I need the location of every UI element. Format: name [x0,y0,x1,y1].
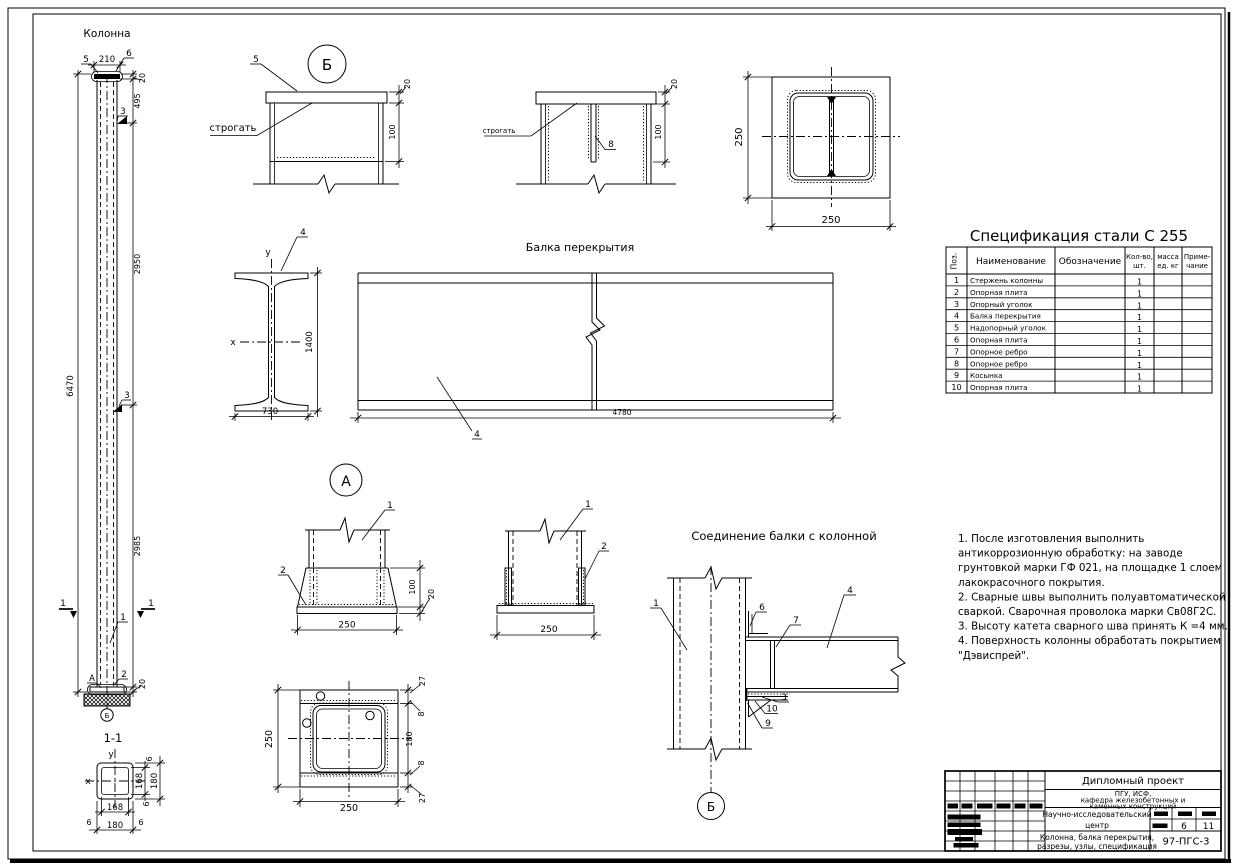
plan-bottom-dim-180: 180 [405,731,414,747]
ibeam-label-4: 4 [300,228,306,238]
dim-210: 210 [98,55,116,65]
spec-header-mass-1: масса [1157,253,1179,261]
detail-a-right-label-1: 1 [585,500,591,510]
spec-table [946,227,1212,394]
svg-text:6: 6 [953,335,960,345]
spec-header-pos: Поз. [949,252,959,270]
note-line: 3. Высоту катета сварного шва принять К =4 мм. [958,620,1228,633]
spec-header-name: Наименование [976,257,1046,267]
note-line: 4. Поверхность колонны обработать покрытием [958,635,1221,648]
connection-label-6: 6 [759,603,765,613]
svg-text:1: 1 [953,276,960,285]
section-title: 1-1 [103,731,123,745]
plan-top-dim-left: 250 [734,127,745,147]
section-mark-right: 1 [148,599,154,609]
spec-header-designation: Обозначение [1058,257,1122,267]
detail-b-bubble: Б [321,56,333,74]
detail-b [210,45,412,193]
ibeam-axis-y: y [265,248,271,258]
svg-text:7: 7 [953,347,960,357]
plan-top-dim-bottom: 250 [821,215,841,226]
connection-label-1: 1 [653,599,659,609]
svg-text:Опорное ребро: Опорное ребро [970,347,1028,357]
svg-text:8: 8 [953,359,960,369]
spec-row [954,359,1142,370]
note-line: грунтовкой марки ГФ 021, на площадке 1 слоем [958,562,1223,575]
spec-row [954,324,1142,335]
dim-180-bottom: 180 [106,821,124,831]
detail-b-dim-20: 20 [403,78,412,90]
label-2: 2 [121,670,127,680]
svg-text:Надопорный уголок: Надопорный уголок [970,323,1046,333]
ibeam-dim-height: 1400 [305,331,315,353]
title-block-sheets-total: 11 [1202,822,1215,832]
svg-text:1: 1 [1136,277,1143,287]
spec-row [954,312,1142,323]
plan-bottom-dim-27b: 27 [418,792,427,804]
svg-text:5: 5 [953,323,960,333]
svg-text:1: 1 [1136,384,1143,394]
detail-a-left-dim-100: 100 [408,579,417,595]
spec-header-mass-2: ед. кг [1157,262,1179,270]
title-block-doc-1: Колонна, балка перекрытия, [1039,833,1155,842]
dim-2985: 2985 [133,535,142,557]
connection-label-9: 9 [765,719,771,729]
detail-a-left-dim-250: 250 [338,620,356,631]
label-5: 5 [83,55,89,65]
svg-text:1: 1 [1136,313,1143,323]
spec-row [954,336,1142,347]
detail-a-left-dim-20: 20 [427,588,436,600]
label-a: А [89,674,95,684]
plan-bottom-dim-8a: 8 [417,711,426,717]
plan-bottom-dim-27a: 27 [418,675,427,687]
spec-row [954,371,1142,382]
svg-text:Стержень колонны: Стержень колонны [970,276,1044,285]
title-block-doc-2: разрезы, узлы, спецификация [1037,842,1157,851]
plan-top [734,67,900,231]
section-mark-left: 1 [60,599,66,609]
beam-title: Балка перекрытия [525,241,635,254]
connection-label-10: 10 [766,704,778,715]
spec-row [954,300,1142,311]
detail-a-right-dim-250: 250 [540,625,558,635]
detail-b-plane-note: строгать [209,123,257,134]
dim-20-bot: 20 [138,678,147,690]
dim-6-bl: 6 [86,818,92,827]
svg-text:1: 1 [1136,372,1143,382]
title-block-project: Дипломный проект [1081,776,1185,787]
dim-2950: 2950 [133,253,142,275]
note-line: "Дэвиспрей". [958,649,1030,662]
svg-text:1: 1 [1136,325,1143,335]
axis-y-label: y [108,750,114,760]
column-axis-bubble: Б [104,712,110,720]
spec-header-qty-2: шт. [1133,262,1146,270]
notes-block [958,533,1228,662]
dim-168-bottom: 168 [106,803,124,813]
dim-180-right: 180 [150,772,160,790]
svg-text:1: 1 [1136,337,1143,346]
column-elevation [59,28,155,721]
connection-label-4: 4 [847,586,853,596]
title-block-sheet-num: 6 [1181,822,1187,832]
section-1-1 [85,731,165,834]
detail-a-bubble: А [341,474,351,490]
detail-rib-dim-20: 20 [670,78,679,90]
note-line: 2. Сварные швы выполнить полуавтоматической [958,591,1226,604]
connection-title: Соединение балки с колонной [691,529,877,543]
detail-a-left-label-1: 1 [387,501,393,511]
dim-6-rt: 6 [145,756,154,762]
spec-row [954,288,1142,299]
spec-row [954,276,1142,287]
plan-bottom [264,676,427,814]
svg-text:1: 1 [1136,348,1143,358]
connection-bubble: Б [706,800,716,814]
note-line: антикоррозионную обработку: на заводе [958,547,1183,560]
svg-text:10: 10 [951,383,962,393]
dim-495: 495 [133,93,142,109]
plan-bottom-dim-left: 250 [264,729,275,749]
detail-rib-dim-100: 100 [654,124,663,140]
detail-b-label-5: 5 [253,55,259,65]
detail-a-right-label-2: 2 [601,542,607,552]
spec-header-qty-1: Кол-во, [1126,253,1153,261]
detail-rib-label-8: 8 [608,140,614,150]
note-line: лакокрасочного покрытия. [958,576,1105,589]
svg-text:Опорная плита: Опорная плита [970,287,1028,297]
note-line: сваркой. Сварочная проволока марки Св08Г2С. [958,606,1217,618]
title-block-center-2: центр [1085,821,1109,830]
plan-bottom-dim-8b: 8 [417,760,426,766]
label-1: 1 [120,613,126,623]
svg-text:Балка перекрытия: Балка перекрытия [970,311,1041,321]
beam-label-4: 4 [474,430,480,440]
ibeam-section [229,228,322,421]
dim-6470: 6470 [66,375,76,397]
detail-rib-plane-note: строгать [482,127,516,135]
detail-a-left-label-2: 2 [280,566,286,576]
detail-rib [483,79,679,193]
title-block-center-1: Научно-исследовательский [1042,810,1152,819]
beam-elevation [350,241,841,440]
spec-header-note-2: чание [1186,262,1208,270]
dim-6-rb: 6 [142,801,151,807]
label-3-mid: 3 [124,391,130,401]
svg-text:Опорный уголок: Опорный уголок [970,299,1033,309]
column-title: Колонна [83,28,131,40]
note-line: 1. После изготовления выполнить [958,533,1145,545]
svg-text:4: 4 [953,311,960,321]
sheet-frame [8,8,1231,861]
ibeam-axis-x: x [230,338,236,348]
dim-20-top: 20 [138,72,147,84]
title-block-org-2: кафедра железобетонных и [1080,796,1186,805]
title-block-doc-code: 97-ПГС-3 [1162,836,1210,848]
spec-row [954,347,1142,358]
axis-x-label: x [85,777,91,787]
ibeam-dim-width: 730 [261,407,279,417]
detail-a [278,464,609,640]
detail-b-dim-100: 100 [388,124,397,140]
svg-text:Опорное ребро: Опорное ребро [970,359,1028,369]
svg-text:Опорная плита: Опорная плита [970,335,1028,345]
label-6: 6 [126,49,132,59]
svg-text:1: 1 [1136,360,1143,370]
beam-dim-length: 4780 [612,408,632,417]
svg-text:Опорная плита: Опорная плита [970,383,1028,393]
plan-bottom-dim-bottom: 250 [339,803,359,814]
title-block [945,771,1221,851]
svg-text:9: 9 [953,371,960,381]
svg-text:2: 2 [953,287,960,297]
dim-6-br: 6 [138,818,144,827]
connection-label-3: 3 [781,693,787,703]
dim-168-right: 168 [135,772,145,790]
label-3-top: 3 [120,107,126,117]
spec-table-title: Спецификация стали С 255 [969,227,1189,245]
connection-label-7: 7 [793,616,799,626]
svg-text:1: 1 [1136,289,1143,299]
spec-row [951,383,1142,394]
svg-text:3: 3 [953,299,960,309]
title-block-org-1: ПГУ, ИСФ, [1114,790,1152,798]
title-block-org-3: каменных конструкций [1089,802,1177,811]
spec-header-note-1: Приме- [1183,253,1211,261]
connection-detail [650,529,905,820]
svg-text:Косынка: Косынка [970,371,1003,381]
svg-text:1: 1 [1136,301,1143,311]
